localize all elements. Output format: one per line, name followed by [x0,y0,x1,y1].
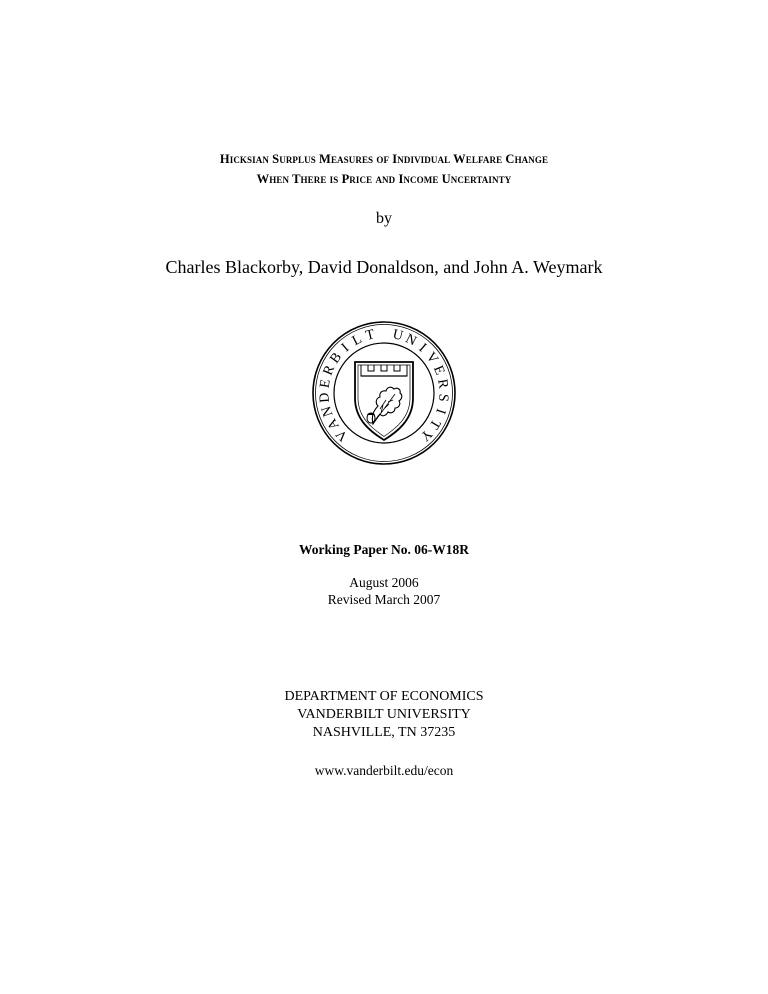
seal-letter: T [425,416,443,432]
seal-letter: E [429,363,448,378]
seal-letter: L [349,331,365,350]
seal-letter: N [319,404,337,419]
title-line-1: Hicksian Surplus Measures of Individual Welfare Change [219,152,549,166]
seal-letter: I [432,406,448,416]
working-paper-number: Working Paper No. 06-W18R [298,542,469,557]
department-website: www.vanderbilt.edu/econ [314,763,454,778]
seal-letter: V [422,349,441,367]
seal-letter: U [391,327,405,345]
seal-letter: I [415,340,429,356]
seal-letter: I [339,340,353,356]
seal-letter: S [435,393,451,403]
seal-ring-lettering [317,327,450,443]
by-label: by [376,210,392,227]
paper-title [0,149,768,189]
city-state-zip: NASHVILLE, TN 37235 [312,725,456,740]
seal-letter: R [320,363,339,378]
department-address [0,688,768,742]
original-date: August 2006 [349,575,419,590]
seal-letter: B [327,350,346,367]
university-name: VANDERBILT UNIVERSITY [297,707,471,722]
publication-dates [0,574,768,608]
seal-letter: T [364,327,377,344]
seal-letter: V [333,425,352,444]
seal-letter: R [434,377,451,390]
seal-svg [311,320,457,466]
seal-letter: N [402,331,419,350]
seal-letter: A [324,415,343,433]
title-line-2: When There is Price and Income Uncertainty [256,172,512,186]
seal-letter: E [317,378,334,390]
author-list: Charles Blackorby, David Donaldson, and John A. Weymark [165,257,603,277]
revised-date: Revised March 2007 [327,592,441,607]
shield-icon [355,362,413,440]
seal-letter: D [317,391,334,404]
seal-letter: Y [416,425,435,444]
university-seal-logo [311,320,457,466]
department-name: DEPARTMENT OF ECONOMICS [284,689,484,704]
